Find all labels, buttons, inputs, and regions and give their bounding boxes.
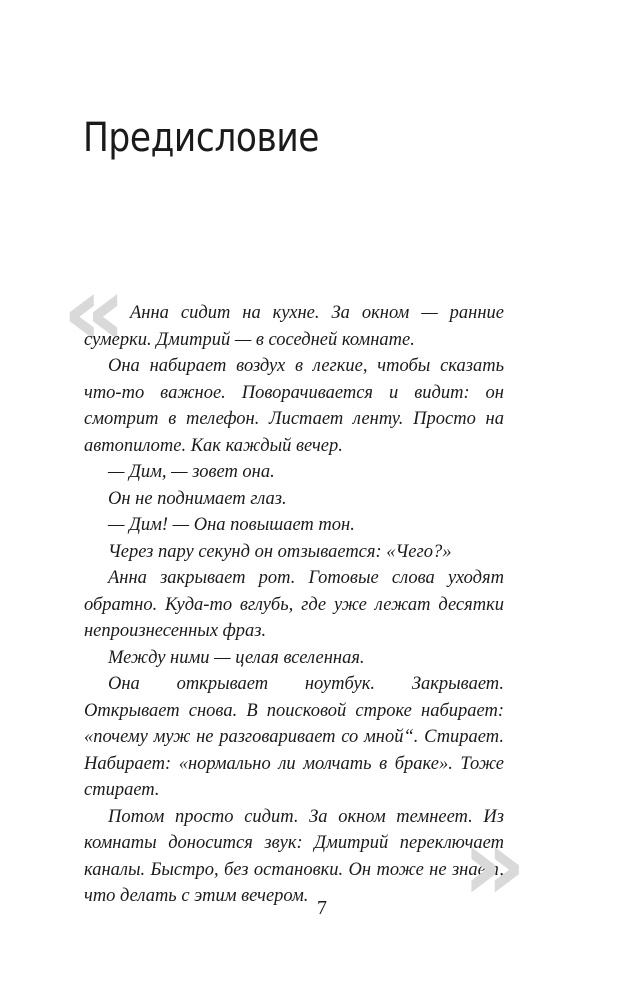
paragraph: Он не поднимает глаз. bbox=[108, 488, 287, 509]
page-number: 7 bbox=[317, 897, 327, 919]
paragraph: Анна сидит на кухне. За окном — ранние сумерки. Дмитрий — в соседней комнате. bbox=[84, 303, 504, 350]
paragraph: Через пару секунд он отзывается: «Чего?» bbox=[108, 541, 452, 562]
paragraph: Потом просто сидит. За окном темнеет. Из комнаты доносится звук: Дмитрий переключает каналы. Быстро, без остановки. Он тоже не знает, что делать с этим вечером. bbox=[84, 806, 504, 906]
paragraph: Она набирает воздух в легкие, чтобы сказать что-то важное. Поворачивается и видит: он смотрит в телефон. Листает ленту. Просто на автопилоте. Как каждый вечер. bbox=[84, 356, 504, 456]
paragraph: Она открывает ноутбук. Закрывает. Открывает снова. В поисковой строке набирает: «почему муж не разговаривает со мной“. Стирает. Набирает: «нормально ли молчать в браке». Тоже стирает. bbox=[84, 674, 504, 800]
chapter-title: Предисловие bbox=[83, 115, 320, 161]
close-quote-icon: » bbox=[462, 806, 527, 923]
paragraph: Между ними — целая вселенная. bbox=[108, 647, 365, 668]
open-quote-icon: « bbox=[62, 253, 127, 370]
paragraph: — Дим, — зовет она. bbox=[108, 462, 275, 482]
paragraph: — Дим! — Она повышает тон. bbox=[108, 515, 355, 535]
paragraph: Анна закрывает рот. Готовые слова уходят обратно. Куда-то вглубь, где уже лежат десятки непроизнесенных фраз. bbox=[84, 568, 504, 641]
body-text bbox=[84, 300, 504, 910]
